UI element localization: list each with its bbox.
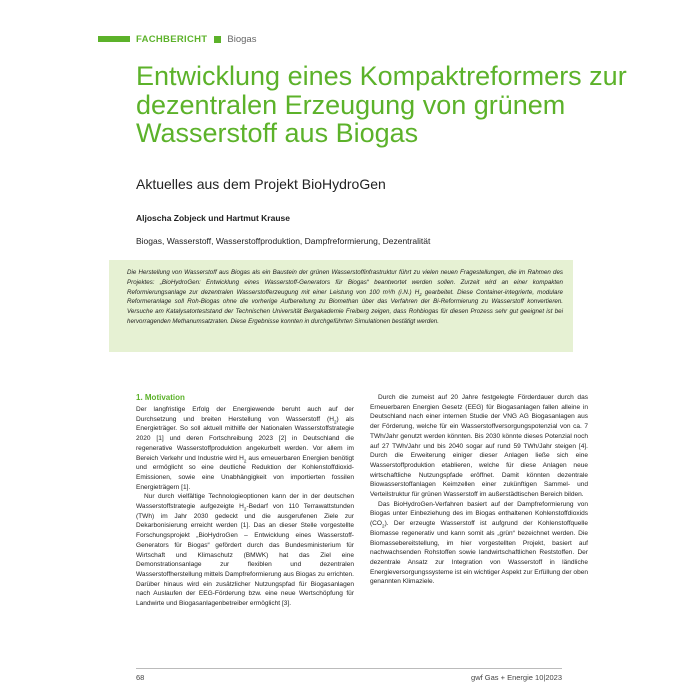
paragraph: Durch die zumeist auf 20 Jahre festgelegte Förderdauer durch das Erneuerbaren Energien Gesetz (EEG) für Biogasanlagen fallen alleine in Deutschland nach einer internen Studie der VNG AG Biogasanlagen aus der Förderung, welche für ein Wasserstoffversorgungspotenzial von ca. 7 TWh/Jahr genutzt werden könnten. Bis 2030 könnte dieses Potenzial noch auf 27 TWh/Jahr und bis 2040 sogar auf rund 59 TWh/Jahr steigen [4]. Durch die Erweiterung einiger dieser Anlagen ließe sich eine Wasserstoffproduktion etablieren, welche für diese Anlagen neue wirtschaftliche Nutzungspfade eröffnet. Damit könnten dezentrale Biowasserstoffanlagen Keimzellen einer zukünftigen Sammel- und Verteilstruktur für grünen Wasserstoff im außerstädtischen Bereich bilden. xyxy=(370,394,588,499)
paragraph: Das BioHydroGen-Verfahren basiert auf der Dampfreformierung von Biogas unter Einbeziehung des im Biogas enthaltenen Kohlenstoffdioxids $(CO_2)$. Der erzeugte Wasserstoff ist aufgrund der Kohlenstoffquelle Biomasse regenerativ und kann somit als „grün“ bezeichnet werden. Die Biomassebereitstellung, im hier vorgestellten Projekt, basiert auf nachwachsenden Rohstoffen sowie landwirtschaftlichen Reststoffen. Der dezentrale Ansatz zur Integration von Wasserstoff in ländliche Energieversorgungssysteme ist ein wichtiger Aspekt zur Erfüllung der oben genannten Klimaziele. xyxy=(370,500,588,586)
journal-info: gwf Gas + Energie 10|2023 xyxy=(471,673,562,682)
paragraph: Nur durch vielfältige Technologieoptionen kann der in der deutschen Wasserstoffstrategie aufgezeigte $H_2$-Bedarf von 110 Terrawattstunden (TWh) im Jahr 2030 gedeckt und die ausgerufenen Ziele zur Dekarbonisierung erreicht werden [1]. Das an dieser Stelle vorgestellte Forschungsprojekt „BioHydroGen – Entwicklung eines Wasserstoff-Generators für Biogas“ gefördert durch das Bundesministerium für Wirtschaft und Klimaschutz (BMWK) hat das Ziel eine Demonstrationsanlage zur flexiblen und dezentralen Wasserstoffherstellung mittels Dampfreformierung aus Biogas zu errichten. Darüber hinaus wird ein zusätzlicher Nutzungspfad für Biogasanlagen nach Auslaufen der EEG-Förderung bzw. eine neue Wertschöpfung für Landwirte und Biogasanlagenbetreiber ermöglicht [3]. xyxy=(136,493,354,608)
paragraph: Der langfristige Erfolg der Energiewende beruht auch auf der Durchsetzung und breiten Herstellung von Wasserstoff $(H_2)$ als Energieträger. So soll aktuell mithilfe der Nationalen Wasserstoffstrategie 2020 [1] und deren Fortschreibung 2023 [2] in Deutschland die regenerative Wasserstoffproduktion angekurbelt werden. Vor allem im Bereich Verkehr und Industrie wird $H_2$ aus erneuerbaren Energien benötigt und ermöglicht so eine deutliche Reduktion der Kohlenstoffdioxid-Emissionen, sowie eine Unabhängigkeit von importierten fossilen Energieträgern [1]. xyxy=(136,406,355,491)
abstract-text: Die Herstellung von Wasserstoff aus Biogas als ein Baustein der grünen Wasserstoffinfrastruktur führt zu vielen neuen Fragestellungen, die im Rahmen des Projektes: „BioHydroGen: Entwicklung eines Wasserstoff-Generators für Biogas“ beantwortet werden sollen. Zurzeit wird an einer kompakten Reformierungsanlage zur dezentralen Wasserstofferzeugung mit einer Leistung von 100 m³/h (i.N.) $H_2$ gearbeitet. Diese Container-integrierte, modulare Reformeranlage soll Roh-Biogas ohne die vorherige Aufbereitung zu Biomethan über das Verfahren der Bi-Reformierung zu Wasserstoff konvertieren. Versuche am Katalysatorteststand der Technischen Universität Bergakademie Freiberg zeigen, dass Rohbiogas für diesen Prozess sehr gut geeignet ist bei hervorragenden Methanumsatzraten. Diese Ergebnisse konnten in durchgeführten Simulationen bestätigt werden. xyxy=(127,269,563,325)
column-right xyxy=(370,393,588,587)
column-left xyxy=(136,393,354,609)
kicker-topic: Biogas xyxy=(227,33,257,45)
article-subtitle: Aktuelles aus dem Projekt BioHydroGen xyxy=(136,176,386,192)
section-heading: 1. Motivation xyxy=(136,393,185,402)
article-authors: Aljoscha Zobjeck und Hartmut Krause xyxy=(136,213,290,223)
footer-divider xyxy=(136,668,562,669)
article-title: Entwicklung eines Kompaktreformers zur dezentralen Erzeugung von grünem Wasserstoff aus Biogas xyxy=(136,61,627,148)
kicker-category: FACHBERICHT xyxy=(136,33,208,45)
kicker-square-icon xyxy=(214,36,221,43)
article-keywords: Biogas, Wasserstoff, Wasserstoffproduktion, Dampfreformierung, Dezentralität xyxy=(136,236,431,246)
page-number: 68 xyxy=(136,673,145,682)
section-kicker xyxy=(98,33,256,45)
abstract-box xyxy=(109,260,573,352)
kicker-bar xyxy=(98,36,130,42)
